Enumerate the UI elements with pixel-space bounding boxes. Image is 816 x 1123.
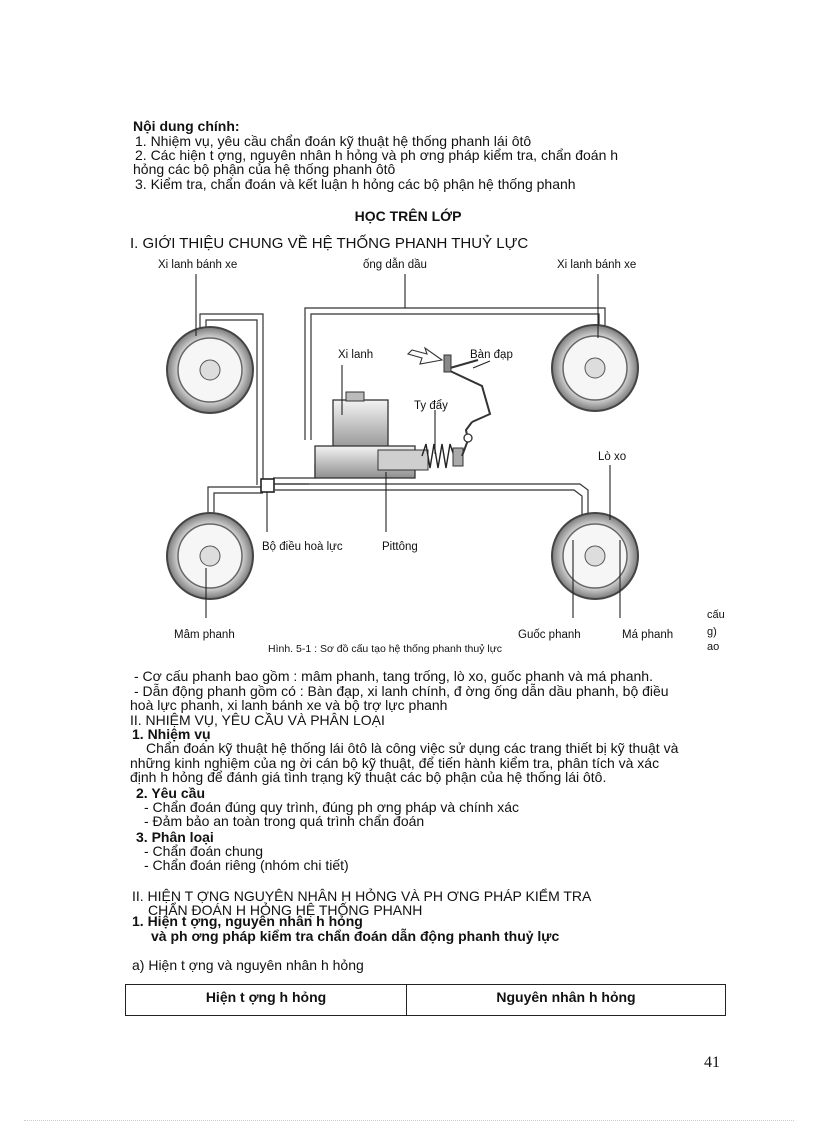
label-brake-lining: Má phanh xyxy=(622,629,674,641)
wheel-top-left xyxy=(167,327,253,413)
section-heading: HỌC TRÊN LỚP xyxy=(354,208,462,224)
section3-title-line2: CHẨN ĐOÁN H HỎNG HỆ THỐNG PHANH xyxy=(148,902,423,918)
subsection-task-title: 1. Nhiệm vụ xyxy=(132,726,211,742)
task-paragraph-line1: Chẩn đoán kỹ thuật hệ thống lái ôtô là công việc sử dụng các trang thiết bị kỹ thuật và xyxy=(146,740,679,756)
label-brake-line: ống dẫn dầu xyxy=(363,259,427,271)
hydraulic-brake-diagram xyxy=(150,250,710,660)
label-piston: Pittông xyxy=(382,541,418,553)
brake-drive-bullet-cont: hoà lực phanh, xi lanh bánh xe và bộ trợ lực phanh xyxy=(130,697,448,713)
table-header-phenomenon: Hiện t ợng h hỏng xyxy=(126,985,407,1016)
label-brake-shoe: Guốc phanh xyxy=(518,629,581,641)
edge-fragment-2: g) xyxy=(707,626,717,638)
wheel-bottom-left xyxy=(167,513,253,599)
subsection-phenomena-title-line2: và ph ơng pháp kiểm tra chẩn đoán dẫn động phanh thuỷ lực xyxy=(151,928,560,944)
label-backing-plate: Mâm phanh xyxy=(174,629,235,641)
label-spring: Lò xo xyxy=(598,451,627,463)
content-title: Nội dung chính: xyxy=(133,118,240,134)
master-cylinder xyxy=(315,392,428,478)
label-push-rod: Ty đẩy xyxy=(414,400,448,412)
label-wheel-cylinder-left: Xi lanh bánh xe xyxy=(158,259,238,271)
task-paragraph-line2: những kinh nghiệm của ng ời cán bộ kỹ thuật, để tiến hành kiểm tra, phân tích và xác xyxy=(130,755,660,771)
subsection-phenomena-title-line1: 1. Hiện t ợng, nguyên nhân h hỏng xyxy=(132,913,363,929)
label-wheel-cylinder-right: Xi lanh bánh xe xyxy=(557,259,637,271)
brake-mechanism-bullet: - Cơ cấu phanh bao gồm : mâm phanh, tang trống, lò xo, guốc phanh và má phanh. xyxy=(134,668,653,684)
label-master-cylinder: Xi lanh xyxy=(338,349,374,361)
classification-2: - Chẩn đoán riêng (nhóm chi tiết) xyxy=(144,857,349,873)
requirement-2: - Đảm bảo an toàn trong quá trình chẩn đoán xyxy=(144,813,425,829)
wheel-bottom-right xyxy=(552,513,638,599)
label-regulator: Bộ điều hoà lực xyxy=(262,541,343,553)
classification-1: - Chẩn đoán chung xyxy=(144,843,264,859)
section1-title: I. GIỚI THIỆU CHUNG VỀ HỆ THỐNG PHANH THUỶ LỰC xyxy=(130,235,529,252)
figure-caption: Hình. 5-1 : Sơ đồ cấu tạo hệ thống phanh thuỷ lực xyxy=(268,643,502,655)
force-arrow-icon xyxy=(408,348,442,364)
regulator-block xyxy=(261,479,274,492)
edge-fragment-1: cấu xyxy=(707,609,725,621)
content-item-3: 3. Kiểm tra, chẩn đoán và kết luận h hỏng các bộ phận hệ thống phanh xyxy=(135,176,576,192)
content-item-2: 2. Các hiện t ợng, nguyên nhân h hỏng và ph ơng pháp kiểm tra, chẩn đoán h xyxy=(135,147,619,163)
task-paragraph-line3: định h hỏng để đánh giá tình trạng kỹ thuật các bộ phận của hệ thống lái ôtô. xyxy=(130,769,607,785)
brake-drive-bullet: - Dẫn động phanh gồm có : Bàn đạp, xi lanh chính, đ ờng ống dẫn dầu phanh, bộ điều xyxy=(134,683,669,699)
wheel-top-right xyxy=(552,325,638,411)
content-item-2-cont: hỏng các bộ phận của hệ thống phanh ôtô xyxy=(133,161,396,177)
table-header-cause: Nguyên nhân h hỏng xyxy=(407,985,726,1016)
content-item-1: 1. Nhiệm vụ, yêu cầu chẩn đoán kỹ thuật hệ thống phanh lái ôtô xyxy=(135,133,532,149)
edge-fragment-3: ao xyxy=(707,641,720,653)
subsection-a-title: a) Hiện t ợng và nguyên nhân h hỏng xyxy=(132,957,364,973)
footer-divider xyxy=(24,1120,794,1121)
fault-table xyxy=(125,984,726,1016)
section3-title-line1: II. HIỆN T ỢNG NGUYÊN NHÂN H HỎNG VÀ PH ƠNG PHÁP KIỂM TRA xyxy=(132,888,592,904)
subsection-requirements-title: 2. Yêu cầu xyxy=(136,785,206,801)
label-pedal: Bàn đạp xyxy=(470,349,513,361)
page-number: 41 xyxy=(704,1054,720,1071)
section2-title: II. NHIỆM VỤ, YÊU CẦU VÀ PHÂN LOẠI xyxy=(130,712,385,728)
subsection-classification-title: 3. Phân loại xyxy=(136,829,214,845)
requirement-1: - Chẩn đoán đúng quy trình, đúng ph ơng pháp và chính xác xyxy=(144,799,520,815)
